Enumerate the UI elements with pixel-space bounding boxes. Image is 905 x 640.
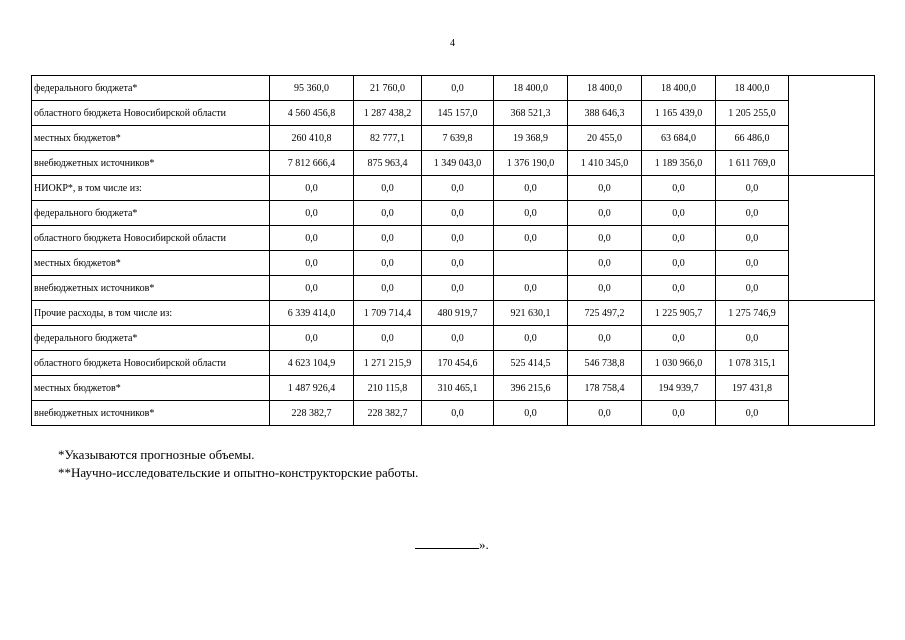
table-row: [32, 126, 875, 151]
value-cell: 525 414,5: [494, 351, 568, 376]
value-cell: [494, 251, 568, 276]
value-cell: 0,0: [716, 226, 789, 251]
value-cell: 4 560 456,8: [270, 101, 354, 126]
row-label: внебюджетных источников*: [32, 151, 270, 176]
table-row: [32, 326, 875, 351]
value-cell: 170 454,6: [422, 351, 494, 376]
table-row: [32, 151, 875, 176]
closing-signature-line: [415, 537, 489, 553]
value-cell: 4 623 104,9: [270, 351, 354, 376]
row-label: местных бюджетов*: [32, 376, 270, 401]
value-cell: 388 646,3: [568, 101, 642, 126]
value-cell: 0,0: [422, 251, 494, 276]
budget-table-body: [32, 76, 875, 426]
value-cell: 1 189 356,0: [642, 151, 716, 176]
value-cell: 210 115,8: [354, 376, 422, 401]
value-cell: 921 630,1: [494, 301, 568, 326]
table-row: [32, 301, 875, 326]
value-cell: 1 078 315,1: [716, 351, 789, 376]
value-cell: 0,0: [354, 276, 422, 301]
value-cell: 228 382,7: [354, 401, 422, 426]
footnote-niokr: **Научно-исследовательские и опытно-конструкторские работы.: [58, 465, 419, 480]
value-cell: 18 400,0: [494, 76, 568, 101]
row-label: внебюджетных источников*: [32, 276, 270, 301]
value-cell: 0,0: [642, 276, 716, 301]
value-cell: 66 486,0: [716, 126, 789, 151]
page-number: 4: [450, 38, 455, 49]
value-cell: 368 521,3: [494, 101, 568, 126]
value-cell: 0,0: [422, 226, 494, 251]
value-cell: 1 611 769,0: [716, 151, 789, 176]
row-label: внебюджетных источников*: [32, 401, 270, 426]
row-label: областного бюджета Новосибирской области: [32, 226, 270, 251]
value-cell: 0,0: [716, 326, 789, 351]
value-cell: 18 400,0: [568, 76, 642, 101]
table-row: [32, 226, 875, 251]
value-cell: 0,0: [270, 226, 354, 251]
value-cell: 0,0: [568, 201, 642, 226]
value-cell: 546 738,8: [568, 351, 642, 376]
group-extra-cell: [789, 301, 875, 426]
value-cell: 0,0: [642, 401, 716, 426]
value-cell: 0,0: [270, 176, 354, 201]
value-cell: 0,0: [568, 251, 642, 276]
value-cell: 0,0: [494, 276, 568, 301]
budget-table: [31, 75, 875, 426]
row-label: областного бюджета Новосибирской области: [32, 101, 270, 126]
value-cell: 0,0: [422, 326, 494, 351]
value-cell: 1 165 439,0: [642, 101, 716, 126]
value-cell: 0,0: [354, 201, 422, 226]
value-cell: 0,0: [716, 201, 789, 226]
value-cell: 0,0: [422, 276, 494, 301]
value-cell: 0,0: [642, 226, 716, 251]
value-cell: 1 349 043,0: [422, 151, 494, 176]
value-cell: 0,0: [716, 276, 789, 301]
value-cell: 310 465,1: [422, 376, 494, 401]
value-cell: 7 812 666,4: [270, 151, 354, 176]
value-cell: 1 709 714,4: [354, 301, 422, 326]
group-extra-cell: [789, 176, 875, 301]
value-cell: 0,0: [422, 176, 494, 201]
value-cell: 19 368,9: [494, 126, 568, 151]
value-cell: 480 919,7: [422, 301, 494, 326]
value-cell: 260 410,8: [270, 126, 354, 151]
value-cell: 725 497,2: [568, 301, 642, 326]
value-cell: 0,0: [494, 176, 568, 201]
value-cell: 0,0: [716, 176, 789, 201]
value-cell: 1 205 255,0: [716, 101, 789, 126]
value-cell: 1 376 190,0: [494, 151, 568, 176]
value-cell: 0,0: [354, 251, 422, 276]
row-label: местных бюджетов*: [32, 251, 270, 276]
row-label: Прочие расходы, в том числе из:: [32, 301, 270, 326]
table-row: [32, 101, 875, 126]
table-row: [32, 376, 875, 401]
closing-mark: ».: [479, 537, 489, 552]
value-cell: 0,0: [494, 326, 568, 351]
value-cell: 1 271 215,9: [354, 351, 422, 376]
value-cell: 0,0: [422, 76, 494, 101]
value-cell: 197 431,8: [716, 376, 789, 401]
value-cell: 82 777,1: [354, 126, 422, 151]
blank-line: [415, 537, 479, 549]
value-cell: 0,0: [642, 201, 716, 226]
value-cell: 0,0: [568, 176, 642, 201]
group-extra-cell: [789, 76, 875, 176]
value-cell: 0,0: [716, 401, 789, 426]
value-cell: 6 339 414,0: [270, 301, 354, 326]
value-cell: 0,0: [354, 326, 422, 351]
footnote-forecast: *Указываются прогнозные объемы.: [58, 447, 255, 462]
value-cell: 0,0: [642, 326, 716, 351]
value-cell: 0,0: [422, 201, 494, 226]
row-label: областного бюджета Новосибирской области: [32, 351, 270, 376]
value-cell: 7 639,8: [422, 126, 494, 151]
table-row: [32, 276, 875, 301]
table-row: [32, 251, 875, 276]
value-cell: 1 030 966,0: [642, 351, 716, 376]
value-cell: 20 455,0: [568, 126, 642, 151]
row-label: федерального бюджета*: [32, 326, 270, 351]
table-row: [32, 401, 875, 426]
value-cell: 0,0: [642, 176, 716, 201]
value-cell: 145 157,0: [422, 101, 494, 126]
value-cell: 1 225 905,7: [642, 301, 716, 326]
row-label: местных бюджетов*: [32, 126, 270, 151]
table-row: [32, 201, 875, 226]
value-cell: 875 963,4: [354, 151, 422, 176]
value-cell: 396 215,6: [494, 376, 568, 401]
value-cell: 18 400,0: [642, 76, 716, 101]
value-cell: 178 758,4: [568, 376, 642, 401]
value-cell: 0,0: [568, 326, 642, 351]
value-cell: 194 939,7: [642, 376, 716, 401]
table-row: [32, 176, 875, 201]
value-cell: 0,0: [494, 201, 568, 226]
value-cell: 0,0: [270, 201, 354, 226]
row-label: федерального бюджета*: [32, 201, 270, 226]
table-row: [32, 351, 875, 376]
value-cell: 0,0: [270, 326, 354, 351]
value-cell: 0,0: [270, 251, 354, 276]
value-cell: 0,0: [568, 401, 642, 426]
value-cell: 1 410 345,0: [568, 151, 642, 176]
table-row: [32, 76, 875, 101]
value-cell: 21 760,0: [354, 76, 422, 101]
value-cell: 228 382,7: [270, 401, 354, 426]
value-cell: 0,0: [716, 251, 789, 276]
value-cell: 0,0: [354, 176, 422, 201]
value-cell: 95 360,0: [270, 76, 354, 101]
value-cell: 0,0: [354, 226, 422, 251]
value-cell: 0,0: [270, 276, 354, 301]
value-cell: 18 400,0: [716, 76, 789, 101]
value-cell: 0,0: [494, 226, 568, 251]
value-cell: 63 684,0: [642, 126, 716, 151]
value-cell: 1 275 746,9: [716, 301, 789, 326]
value-cell: 1 487 926,4: [270, 376, 354, 401]
value-cell: 1 287 438,2: [354, 101, 422, 126]
value-cell: 0,0: [642, 251, 716, 276]
value-cell: 0,0: [422, 401, 494, 426]
value-cell: 0,0: [494, 401, 568, 426]
row-label: НИОКР*, в том числе из:: [32, 176, 270, 201]
value-cell: 0,0: [568, 226, 642, 251]
row-label: федерального бюджета*: [32, 76, 270, 101]
value-cell: 0,0: [568, 276, 642, 301]
